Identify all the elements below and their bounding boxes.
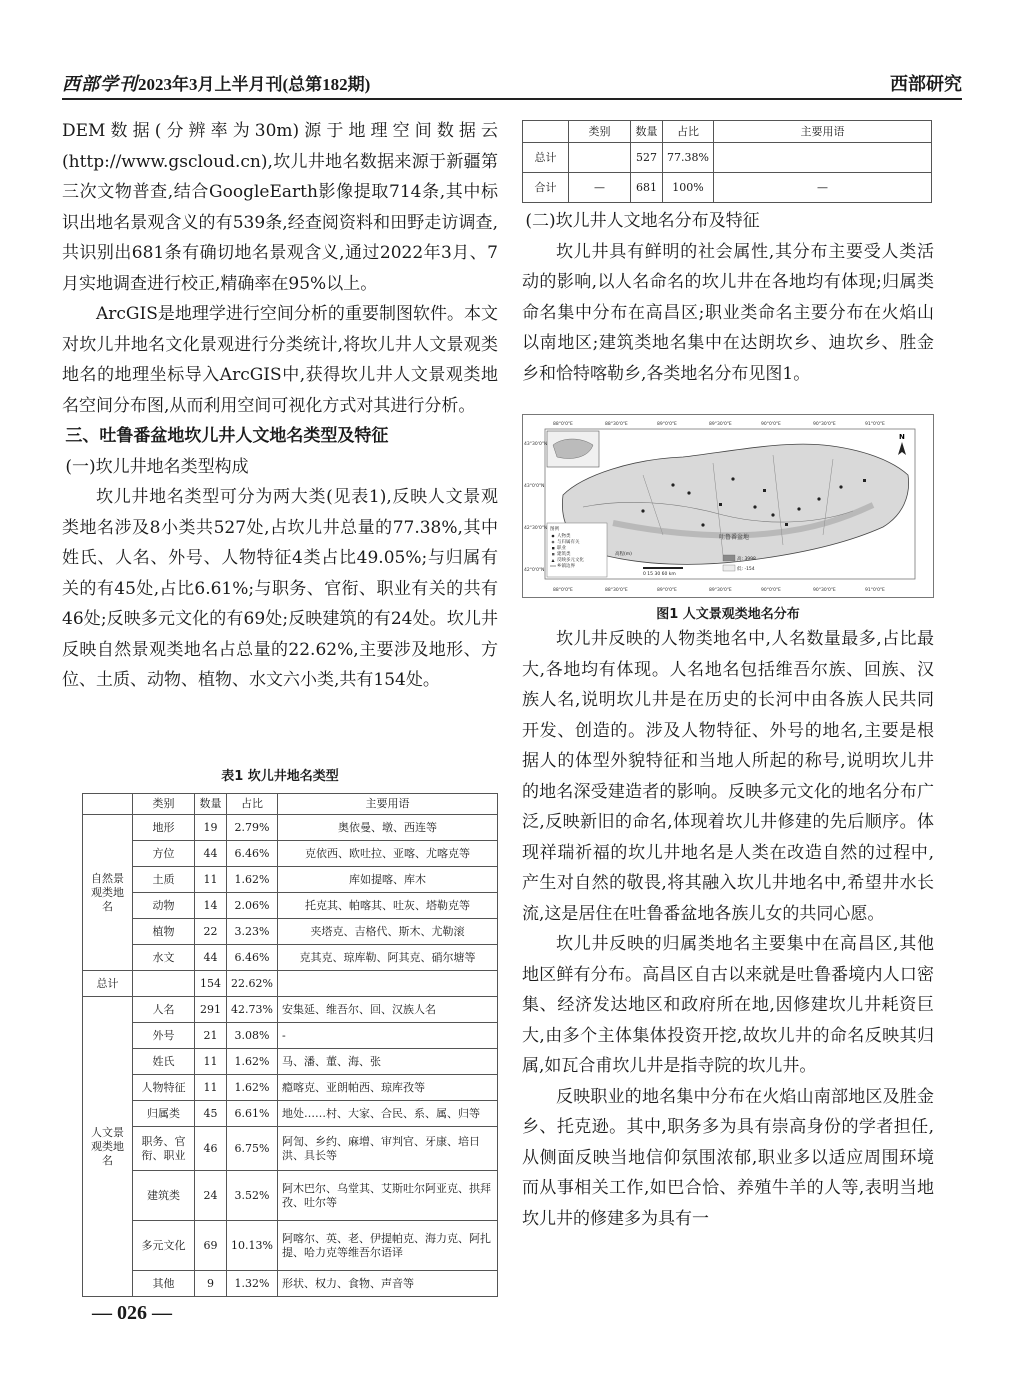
lat-tick: 42°30'0"N: [524, 526, 548, 531]
basin-label: 吐鲁番盆地: [719, 534, 750, 541]
terms-cell: 瘾喀克、亚朗帕西、琼库孜等: [277, 1075, 497, 1101]
terms-cell: 马、潘、董、海、张: [277, 1049, 497, 1075]
count-cell: 11: [195, 1049, 227, 1075]
terms-cell: 夹塔克、吉格代、斯木、尤勒滚: [277, 919, 497, 945]
terms-cell: 托克其、帕喀其、吐灰、塔勒克等: [277, 893, 497, 919]
lon-tick-bottom: 90°30'0"E: [813, 588, 836, 593]
category-cell: 地形: [133, 815, 195, 841]
terms-cell: 克依西、欧吐拉、亚喀、尤喀克等: [277, 841, 497, 867]
paragraph: 坎儿井具有鲜明的社会属性,其分布主要受人类活动的影响,以人名命名的坎儿井在各地均有体现;归属类命名集中分布在高昌区;职业类命名主要分布在火焰山以南地区;建筑类地名集中在达朗坎乡、迪坎乡、胜金乡和恰特喀勒乡,各类地名分布见图1。: [522, 241, 934, 384]
count-cell: 19: [195, 815, 227, 841]
legend-item: 职业: [557, 546, 566, 551]
grand-total-label: 合计: [523, 173, 569, 203]
percent-cell: 10.13%: [227, 1221, 278, 1271]
table-row: [83, 867, 498, 893]
column-header: [83, 794, 133, 815]
percent-cell: 22.62%: [227, 971, 278, 997]
lon-tick-bottom: 91°0'0"E: [865, 588, 885, 593]
lat-tick: 43°0'0"N: [524, 484, 545, 489]
count-cell: 46: [195, 1127, 227, 1171]
category-cell: 其他: [133, 1271, 195, 1297]
place-name-table: [82, 793, 498, 1297]
lon-tick-top: 90°0'0"E: [761, 422, 781, 427]
paragraph: 坎儿井地名类型可分为两大类(见表1),反映人文景观类地名涉及8小类共527处,占坎儿井总量的77.38%,其中姓氏、人名、外号、人物特征4类占比49.05%;与归属有关的有45处,占比6.61%;与职务、官衔、职业有关的共有46处;反映多元文化的有69处;反映建筑的有24处。坎儿井反映自然景观类地名占总量的22.62%,主要涉及地形、方位、土质、动物、植物、水文六小类,共有154处。: [62, 487, 498, 690]
category-cell: 多元文化: [133, 1221, 195, 1271]
percent-cell: 1.62%: [227, 1049, 278, 1075]
table-row: [83, 1101, 498, 1127]
count-cell: 11: [195, 1075, 227, 1101]
elevation-high: 高: 3998: [737, 557, 756, 562]
subsection-heading: (二)坎儿井人文地名分布及特征: [525, 211, 760, 231]
lon-tick-bottom: 89°30'0"E: [709, 588, 732, 593]
percent-cell: 1.32%: [227, 1271, 278, 1297]
count-cell: 45: [195, 1101, 227, 1127]
lon-tick-bottom: 88°30'0"E: [605, 588, 628, 593]
table-row: [83, 1221, 498, 1271]
percent-cell: 77.38%: [663, 143, 714, 173]
column-header: 数量: [195, 794, 227, 815]
percent-cell: 6.75%: [227, 1127, 278, 1171]
category-cell: 方位: [133, 841, 195, 867]
count-cell: 69: [195, 1221, 227, 1271]
section-heading: 三、吐鲁番盆地坎儿井人文地名类型及特征: [65, 426, 389, 446]
paragraph: 坎儿井反映的归属类地名主要集中在高昌区,其他地区鲜有分布。高昌区自古以来就是吐鲁番境内人口密集、经济发达地区和政府所在地,因修建坎儿井耗资巨大,由多个主体集体投资开挖,故坎儿井的命名反映其归属,如瓦合甫坎儿井是指寺院的坎儿井。: [522, 934, 934, 1076]
terms-cell: -: [277, 1023, 497, 1049]
category-cell: —: [569, 173, 631, 203]
percent-cell: 6.46%: [227, 945, 278, 971]
terms-cell: 安集延、维吾尔、回、汉族人名: [277, 997, 497, 1023]
terms-cell: 库如提喀、库木: [277, 867, 497, 893]
count-cell: 9: [195, 1271, 227, 1297]
lat-tick: 43°30'0"N: [524, 442, 548, 447]
category-cell: 建筑类: [133, 1171, 195, 1221]
category-cell: 归属类: [133, 1101, 195, 1127]
paragraph: 坎儿井反映的人物类地名中,人名数量最多,占比最大,各地均有体现。人名地名包括维吾尔族、回族、汉族人名,说明坎儿井是在历史的长河中由各族人民共同开发、创造的。涉及人物特征、外号的地名,主要是根据人的体型外貌特征和当地人所起的称号,说明坎儿井的地名深受建造者的影响。反映多元文化的地名分布广泛,反映新旧的命名,体现着坎儿井修建的先后顺序。体现祥瑞祈福的坎儿井地名是人类在改造自然的过程中,产生对自然的敬畏,将其融入坎儿井地名中,希望井水长流,这是居住在吐鲁番盆地各族儿女的共同心愿。: [522, 629, 934, 924]
count-cell: 22: [195, 919, 227, 945]
lon-tick-bottom: 90°0'0"E: [761, 588, 781, 593]
table-row: [83, 815, 498, 841]
page-header: [62, 66, 962, 100]
table-row: [83, 1171, 498, 1221]
lon-tick-bottom: 89°0'0"E: [657, 588, 677, 593]
empty-cell: [133, 971, 195, 997]
right-column-top: [522, 206, 934, 389]
count-cell: 44: [195, 945, 227, 971]
terms-cell: 克其克、琼库勒、阿其克、硝尔塘等: [277, 945, 497, 971]
column-header: 占比: [663, 121, 714, 143]
table-row: [83, 971, 498, 997]
lat-tick: 42°0'0"N: [524, 568, 545, 573]
header-rule: [62, 98, 962, 100]
empty-cell: [569, 143, 631, 173]
category-cell: 土质: [133, 867, 195, 893]
category-cell: 动物: [133, 893, 195, 919]
north-label: N: [899, 433, 905, 441]
table-row: [83, 1127, 498, 1171]
lon-tick-top: 89°30'0"E: [709, 422, 732, 427]
percent-cell: 1.62%: [227, 1075, 278, 1101]
page-number: — 026 —: [92, 1302, 172, 1324]
count-cell: 24: [195, 1171, 227, 1221]
terms-cell: 阿訇、乡约、麻增、审判官、牙康、培日洪、具长等: [277, 1127, 497, 1171]
table-row: [83, 1075, 498, 1101]
table-row: [523, 143, 932, 173]
legend-item: 乡镇边界: [557, 564, 575, 569]
terms-cell: 奥依曼、墩、西连等: [277, 815, 497, 841]
column-header: 类别: [133, 794, 195, 815]
issue-info: 2023年3月上半月刊(总第182期): [138, 75, 371, 94]
count-cell: 14: [195, 893, 227, 919]
group-label: 人文景观类地名: [83, 997, 133, 1297]
subsection-heading: (一)坎儿井地名类型构成: [65, 456, 249, 477]
table-header-row: [83, 794, 498, 815]
legend-item: 人物类: [557, 534, 571, 539]
category-cell: 人名: [133, 997, 195, 1023]
column-header: 主要用语: [713, 121, 931, 143]
legend-item: 与归属有关: [557, 540, 580, 545]
legend-item: 建筑类: [557, 552, 571, 557]
legend-title: 图例: [550, 527, 559, 532]
percent-cell: 42.73%: [227, 997, 278, 1023]
lon-tick-top: 89°0'0"E: [657, 422, 677, 427]
journal-name: 西部学刊: [62, 74, 138, 94]
percent-cell: 6.61%: [227, 1101, 278, 1127]
category-cell: 外号: [133, 1023, 195, 1049]
group-label: 自然景观类地名: [83, 815, 133, 971]
percent-cell: 6.46%: [227, 841, 278, 867]
paragraph: DEM数据(分辨率为30m)源于地理空间数据云(http://www.gscloud.cn),坎儿井地名数据来源于新疆第三次文物普查,结合GoogleEarth影像提取714条,其中标识出地名景观含义的有539条,经查阅资料和田野走访调查,共识别出681条有确切地名景观含义,通过2022年3月、7月实地调查进行校正,精确率在95%以上。: [62, 121, 498, 294]
count-cell: 527: [631, 143, 663, 173]
column-header: 占比: [227, 794, 278, 815]
right-column-bottom: [522, 624, 934, 1234]
total-label: 总计: [83, 971, 133, 997]
table-row: [83, 1049, 498, 1075]
table-row: [83, 945, 498, 971]
table-row: [83, 1023, 498, 1049]
empty-cell: [277, 971, 497, 997]
journal-info: [62, 70, 370, 96]
table-row: [83, 919, 498, 945]
terms-cell: [713, 143, 931, 173]
count-cell: 154: [195, 971, 227, 997]
legend-item: 反映多元文化: [557, 558, 584, 563]
lon-tick-top: 88°0'0"E: [553, 422, 573, 427]
lon-tick-bottom: 88°0'0"E: [553, 588, 573, 593]
category-cell: 姓氏: [133, 1049, 195, 1075]
paragraph: ArcGIS是地理学进行空间分析的重要制图软件。本文对坎儿井地名文化景观进行分类统计,将坎儿井人文景观类地名的地理坐标导入ArcGIS中,获得坎儿井人文景观类地名空间分布图,从而利用空间可视化方式对其进行分析。: [62, 304, 498, 416]
category-cell: 植物: [133, 919, 195, 945]
table-header-row: [523, 121, 932, 143]
lon-tick-top: 90°30'0"E: [813, 422, 836, 427]
category-cell: 水文: [133, 945, 195, 971]
table-caption: 表1 坎儿井地名类型: [221, 769, 339, 784]
percent-cell: 3.52%: [227, 1171, 278, 1221]
percent-cell: 1.62%: [227, 867, 278, 893]
lon-tick-top: 88°30'0"E: [605, 422, 628, 427]
category-cell: 职务、官衔、职业: [133, 1127, 195, 1171]
lon-tick-top: 91°0'0"E: [865, 422, 885, 427]
figure-map: [522, 414, 934, 598]
count-cell: 681: [631, 173, 663, 203]
elevation-low: 低: -154: [737, 567, 755, 572]
category-cell: 人物特征: [133, 1075, 195, 1101]
table-row: [83, 1271, 498, 1297]
terms-cell: 形状、权力、食物、声音等: [277, 1271, 497, 1297]
table-row: [83, 893, 498, 919]
table-row: [83, 997, 498, 1023]
count-cell: 291: [195, 997, 227, 1023]
section-title: 西部研究: [890, 74, 962, 95]
terms-cell: 阿木巴尔、乌堂其、艾斯吐尔阿亚克、拱拜孜、吐尔等: [277, 1171, 497, 1221]
column-header: 主要用语: [277, 794, 497, 815]
percent-cell: 3.23%: [227, 919, 278, 945]
column-header: [523, 121, 569, 143]
paragraph: 反映职业的地名集中分布在火焰山南部地区及胜金乡、托克逊。其中,职务多为具有崇高身份的学者担任,从侧面反映当地信仰氛围浓郁,职业多以适应周围环境而从事相关工作,如巴合恰、养殖牛羊的人等,表明当地坎儿井的修建多为具有一: [522, 1086, 934, 1229]
count-cell: 11: [195, 867, 227, 893]
total-label: 总计: [523, 143, 569, 173]
count-cell: 44: [195, 841, 227, 867]
percent-cell: 3.08%: [227, 1023, 278, 1049]
table-row: [83, 841, 498, 867]
percent-cell: 2.06%: [227, 893, 278, 919]
elevation-label: 高程(m): [615, 552, 632, 557]
table-row: [523, 173, 932, 203]
table-continuation: [522, 120, 932, 203]
percent-cell: 100%: [663, 173, 714, 203]
terms-cell: 地处……村、大家、合民、系、属、归等: [277, 1101, 497, 1127]
figure-caption: 图1 人文景观类地名分布: [656, 607, 800, 622]
column-header: 类别: [569, 121, 631, 143]
count-cell: 21: [195, 1023, 227, 1049]
terms-cell: 阿喀尔、英、老、伊提帕克、海力克、阿扎提、哈力克等维吾尔语译: [277, 1221, 497, 1271]
percent-cell: 2.79%: [227, 815, 278, 841]
column-header: 数量: [631, 121, 663, 143]
scale-bar: 0 15 30 60 km: [643, 572, 676, 577]
terms-cell: —: [713, 173, 931, 203]
left-column: [62, 116, 498, 696]
map-svg: [523, 415, 933, 597]
